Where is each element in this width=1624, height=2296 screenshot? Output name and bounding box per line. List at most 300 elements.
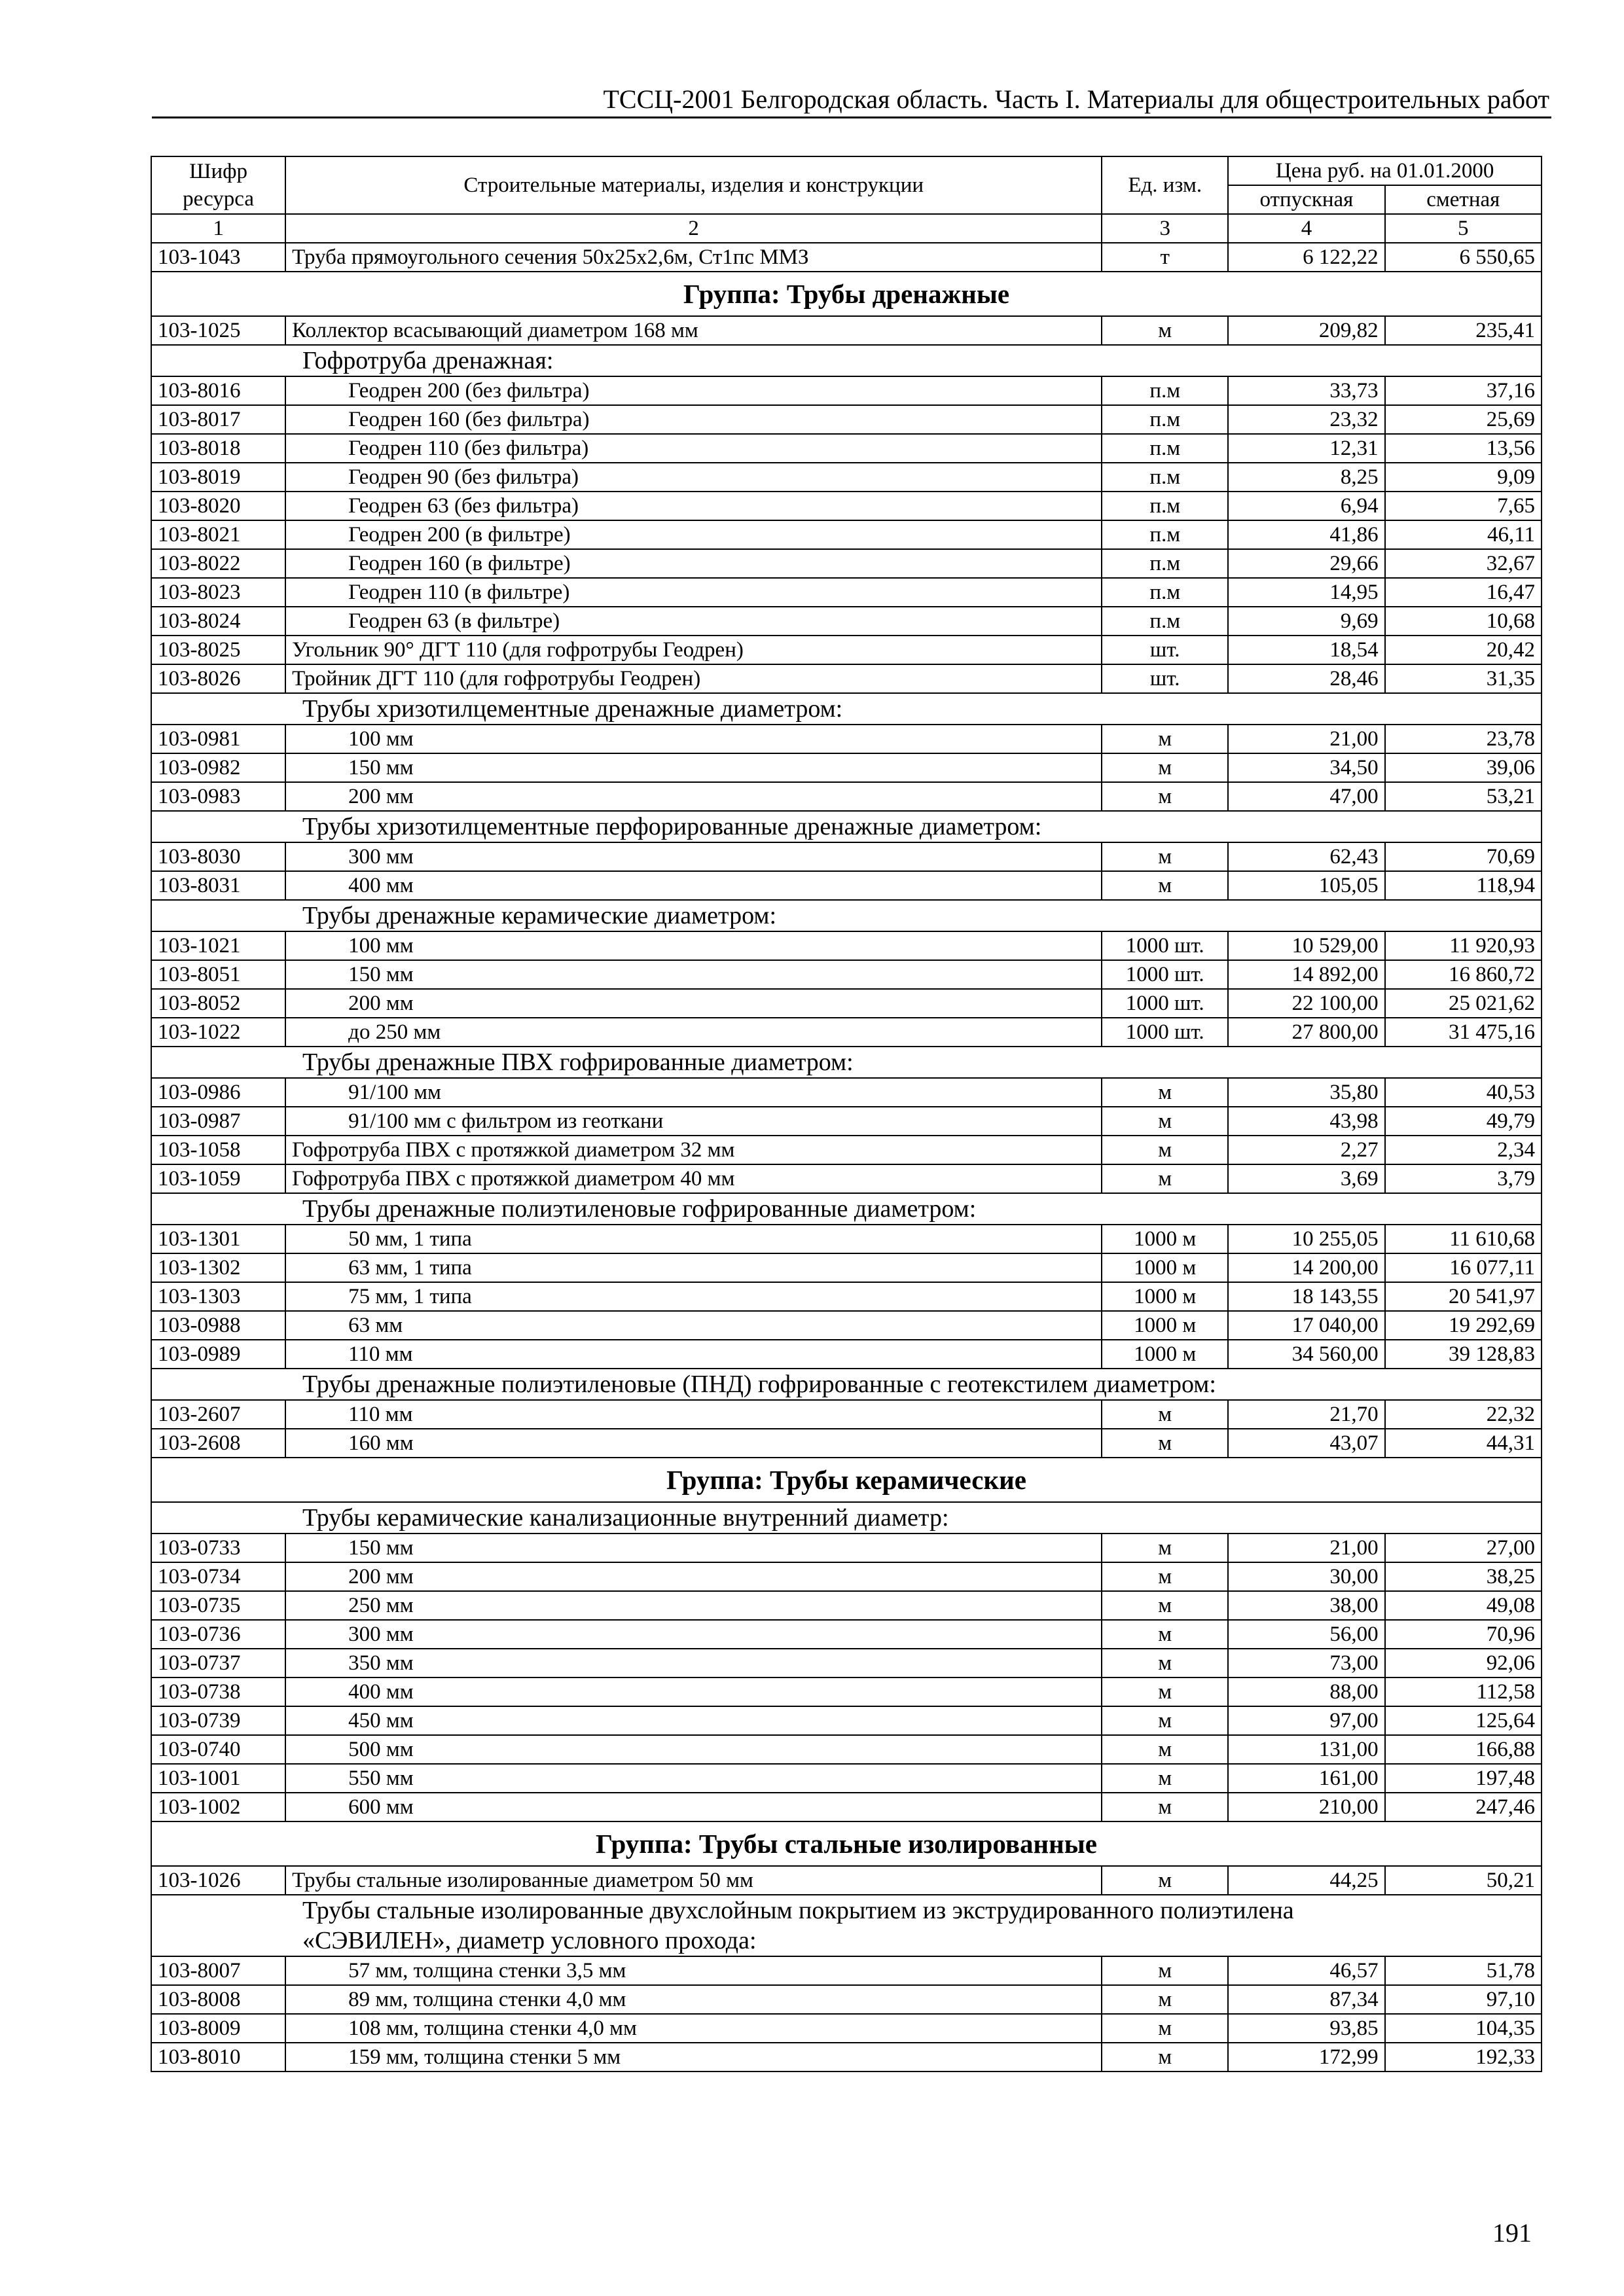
subgroup-heading: Трубы хризотилцементные дренажные диаметром: xyxy=(151,693,1542,725)
subgroup-heading: Трубы дренажные ПВХ гофрированные диаметром: xyxy=(151,1047,1542,1078)
material-name: 110 мм xyxy=(285,1400,1102,1429)
release-price: 62,43 xyxy=(1228,842,1384,871)
table-row xyxy=(151,1311,1542,1340)
resource-code: 103-0736 xyxy=(151,1620,285,1649)
material-name: 200 мм xyxy=(285,1562,1102,1591)
release-price: 21,00 xyxy=(1228,725,1384,753)
unit-cell: 1000 шт. xyxy=(1102,960,1228,989)
release-price: 10 255,05 xyxy=(1228,1225,1384,1253)
header-release-price: отпускная xyxy=(1228,185,1384,214)
material-name: Геодрен 200 (в фильтре) xyxy=(285,520,1102,549)
header-estimate-price: сметная xyxy=(1385,185,1542,214)
header-unit: Ед. изм. xyxy=(1102,156,1228,214)
subgroup-heading: Трубы дренажные керамические диаметром: xyxy=(151,900,1542,931)
release-price: 88,00 xyxy=(1228,1677,1384,1706)
material-name: Угольник 90° ДГТ 110 (для гофротрубы Геодрен) xyxy=(285,636,1102,664)
material-name: Геодрен 110 (без фильтра) xyxy=(285,434,1102,463)
group-heading: Группа: Трубы стальные изолированные xyxy=(151,1821,1542,1866)
estimate-price: 9,09 xyxy=(1385,463,1542,492)
table-row xyxy=(151,1562,1542,1591)
material-name: Труба прямоугольного сечения 50х25х2,6м, Ст1пс ММЗ xyxy=(285,243,1102,272)
material-name: Геодрен 200 (без фильтра) xyxy=(285,376,1102,405)
table-row xyxy=(151,607,1542,636)
estimate-price: 2,34 xyxy=(1385,1136,1542,1164)
group-heading-row xyxy=(151,272,1542,316)
table-row xyxy=(151,1764,1542,1793)
resource-code: 103-1059 xyxy=(151,1164,285,1193)
resource-code: 103-0987 xyxy=(151,1107,285,1136)
estimate-price: 51,78 xyxy=(1385,1956,1542,1985)
material-name: 110 мм xyxy=(285,1340,1102,1369)
release-price: 38,00 xyxy=(1228,1591,1384,1620)
resource-code: 103-1022 xyxy=(151,1018,285,1047)
price-table xyxy=(151,156,1542,2072)
estimate-price: 16 077,11 xyxy=(1385,1253,1542,1282)
material-name: 159 мм, толщина стенки 5 мм xyxy=(285,2043,1102,2072)
unit-cell: м xyxy=(1102,725,1228,753)
unit-cell: п.м xyxy=(1102,549,1228,578)
release-price: 34 560,00 xyxy=(1228,1340,1384,1369)
table-row xyxy=(151,782,1542,811)
resource-code: 103-8031 xyxy=(151,871,285,900)
column-number-row xyxy=(151,214,1542,243)
subgroup-heading xyxy=(151,1895,1542,1956)
material-name: 50 мм, 1 типа xyxy=(285,1225,1102,1253)
release-price: 93,85 xyxy=(1228,2014,1384,2043)
resource-code: 103-0988 xyxy=(151,1311,285,1340)
material-name: 150 мм xyxy=(285,960,1102,989)
unit-cell: м xyxy=(1102,2014,1228,2043)
subgroup-row xyxy=(151,345,1542,376)
release-price: 3,69 xyxy=(1228,1164,1384,1193)
resource-code: 103-8021 xyxy=(151,520,285,549)
table-row xyxy=(151,1225,1542,1253)
table-row xyxy=(151,1340,1542,1369)
estimate-price: 25 021,62 xyxy=(1385,989,1542,1018)
unit-cell: м xyxy=(1102,1677,1228,1706)
table-row xyxy=(151,1107,1542,1136)
material-name: 300 мм xyxy=(285,842,1102,871)
table-row xyxy=(151,989,1542,1018)
resource-code: 103-8010 xyxy=(151,2043,285,2072)
estimate-price: 31 475,16 xyxy=(1385,1018,1542,1047)
unit-cell: м xyxy=(1102,753,1228,782)
material-name: 108 мм, толщина стенки 4,0 мм xyxy=(285,2014,1102,2043)
subgroup-row xyxy=(151,900,1542,931)
unit-cell: м xyxy=(1102,1985,1228,2014)
subgroup-heading: Трубы дренажные полиэтиленовые гофрированные диаметром: xyxy=(151,1193,1542,1225)
release-price: 22 100,00 xyxy=(1228,989,1384,1018)
column-number: 3 xyxy=(1102,214,1228,243)
resource-code: 103-8016 xyxy=(151,376,285,405)
subgroup-row xyxy=(151,693,1542,725)
table-row xyxy=(151,2014,1542,2043)
estimate-price: 40,53 xyxy=(1385,1078,1542,1107)
table-row xyxy=(151,1866,1542,1895)
table-row xyxy=(151,1534,1542,1562)
material-name: Трубы стальные изолированные диаметром 50 мм xyxy=(285,1866,1102,1895)
estimate-price: 192,33 xyxy=(1385,2043,1542,2072)
resource-code: 103-0981 xyxy=(151,725,285,753)
material-name: Гофротруба ПВХ с протяжкой диаметром 32 мм xyxy=(285,1136,1102,1164)
unit-cell: м xyxy=(1102,1764,1228,1793)
estimate-price: 19 292,69 xyxy=(1385,1311,1542,1340)
header-rule xyxy=(152,117,1551,118)
resource-code: 103-2608 xyxy=(151,1429,285,1458)
material-name: 500 мм xyxy=(285,1735,1102,1764)
release-price: 44,25 xyxy=(1228,1866,1384,1895)
estimate-price: 20,42 xyxy=(1385,636,1542,664)
estimate-price: 104,35 xyxy=(1385,2014,1542,2043)
resource-code: 103-0734 xyxy=(151,1562,285,1591)
unit-cell: м xyxy=(1102,1649,1228,1677)
estimate-price: 70,69 xyxy=(1385,842,1542,871)
resource-code: 103-1302 xyxy=(151,1253,285,1282)
table-row xyxy=(151,243,1542,272)
estimate-price: 97,10 xyxy=(1385,1985,1542,2014)
estimate-price: 247,46 xyxy=(1385,1793,1542,1821)
resource-code: 103-1026 xyxy=(151,1866,285,1895)
resource-code: 103-1301 xyxy=(151,1225,285,1253)
release-price: 30,00 xyxy=(1228,1562,1384,1591)
release-price: 43,07 xyxy=(1228,1429,1384,1458)
estimate-price: 38,25 xyxy=(1385,1562,1542,1591)
estimate-price: 10,68 xyxy=(1385,607,1542,636)
resource-code: 103-8025 xyxy=(151,636,285,664)
release-price: 6,94 xyxy=(1228,492,1384,520)
material-name: 200 мм xyxy=(285,782,1102,811)
table-row xyxy=(151,725,1542,753)
estimate-price: 25,69 xyxy=(1385,405,1542,434)
release-price: 21,70 xyxy=(1228,1400,1384,1429)
resource-code: 103-8022 xyxy=(151,549,285,578)
subgroup-row xyxy=(151,1369,1542,1400)
unit-cell: м xyxy=(1102,1620,1228,1649)
table-row xyxy=(151,463,1542,492)
unit-cell: м xyxy=(1102,1956,1228,1985)
subgroup-heading-line: Трубы стальные изолированные двухслойным покрытием из экструдированного полиэтилена xyxy=(302,1897,1294,1924)
table-row xyxy=(151,636,1542,664)
material-name: 600 мм xyxy=(285,1793,1102,1821)
release-price: 97,00 xyxy=(1228,1706,1384,1735)
release-price: 73,00 xyxy=(1228,1649,1384,1677)
table-header-row xyxy=(151,156,1542,185)
release-price: 17 040,00 xyxy=(1228,1311,1384,1340)
table-row xyxy=(151,549,1542,578)
table-body xyxy=(151,243,1542,2072)
unit-cell: м xyxy=(1102,1866,1228,1895)
unit-cell: м xyxy=(1102,1136,1228,1164)
table-row xyxy=(151,2043,1542,2072)
unit-cell: м xyxy=(1102,1562,1228,1591)
material-name: Геодрен 63 (в фильтре) xyxy=(285,607,1102,636)
unit-cell: м xyxy=(1102,1534,1228,1562)
unit-cell: 1000 м xyxy=(1102,1282,1228,1311)
table-row xyxy=(151,1136,1542,1164)
page-number: 191 xyxy=(1492,2218,1532,2248)
release-price: 33,73 xyxy=(1228,376,1384,405)
unit-cell: 1000 м xyxy=(1102,1253,1228,1282)
subgroup-row xyxy=(151,1193,1542,1225)
table-row xyxy=(151,520,1542,549)
estimate-price: 6 550,65 xyxy=(1385,243,1542,272)
resource-code: 103-8020 xyxy=(151,492,285,520)
resource-code: 103-0982 xyxy=(151,753,285,782)
release-price: 161,00 xyxy=(1228,1764,1384,1793)
estimate-price: 7,65 xyxy=(1385,492,1542,520)
material-name: Тройник ДГТ 110 (для гофротрубы Геодрен) xyxy=(285,664,1102,693)
unit-cell: 1000 м xyxy=(1102,1340,1228,1369)
table-row xyxy=(151,1956,1542,1985)
material-name: 450 мм xyxy=(285,1706,1102,1735)
resource-code: 103-0738 xyxy=(151,1677,285,1706)
estimate-price: 44,31 xyxy=(1385,1429,1542,1458)
unit-cell: п.м xyxy=(1102,520,1228,549)
release-price: 87,34 xyxy=(1228,1985,1384,2014)
table-row xyxy=(151,960,1542,989)
unit-cell: 1000 шт. xyxy=(1102,989,1228,1018)
release-price: 12,31 xyxy=(1228,434,1384,463)
resource-code: 103-1025 xyxy=(151,316,285,345)
estimate-price: 16,47 xyxy=(1385,578,1542,607)
estimate-price: 3,79 xyxy=(1385,1164,1542,1193)
unit-cell: м xyxy=(1102,316,1228,345)
release-price: 29,66 xyxy=(1228,549,1384,578)
release-price: 34,50 xyxy=(1228,753,1384,782)
unit-cell: м xyxy=(1102,2043,1228,2072)
release-price: 56,00 xyxy=(1228,1620,1384,1649)
material-name: 250 мм xyxy=(285,1591,1102,1620)
estimate-price: 112,58 xyxy=(1385,1677,1542,1706)
unit-cell: м xyxy=(1102,1429,1228,1458)
estimate-price: 166,88 xyxy=(1385,1735,1542,1764)
release-price: 18 143,55 xyxy=(1228,1282,1384,1311)
material-name: 400 мм xyxy=(285,871,1102,900)
release-price: 41,86 xyxy=(1228,520,1384,549)
group-heading: Группа: Трубы дренажные xyxy=(151,272,1542,316)
resource-code: 103-8051 xyxy=(151,960,285,989)
resource-code: 103-8018 xyxy=(151,434,285,463)
resource-code: 103-1058 xyxy=(151,1136,285,1164)
unit-cell: п.м xyxy=(1102,376,1228,405)
release-price: 14 892,00 xyxy=(1228,960,1384,989)
table-row xyxy=(151,842,1542,871)
table-row xyxy=(151,753,1542,782)
material-name: Геодрен 110 (в фильтре) xyxy=(285,578,1102,607)
header-code: Шифр ресурса xyxy=(151,156,285,214)
material-name: Геодрен 160 (в фильтре) xyxy=(285,549,1102,578)
release-price: 43,98 xyxy=(1228,1107,1384,1136)
material-name: Геодрен 90 (без фильтра) xyxy=(285,463,1102,492)
unit-cell: м xyxy=(1102,1400,1228,1429)
estimate-price: 92,06 xyxy=(1385,1649,1542,1677)
material-name: 550 мм xyxy=(285,1764,1102,1793)
unit-cell: 1000 м xyxy=(1102,1225,1228,1253)
resource-code: 103-0733 xyxy=(151,1534,285,1562)
estimate-price: 197,48 xyxy=(1385,1764,1542,1793)
release-price: 10 529,00 xyxy=(1228,931,1384,960)
table-row xyxy=(151,1282,1542,1311)
material-name: 100 мм xyxy=(285,725,1102,753)
resource-code: 103-8007 xyxy=(151,1956,285,1985)
release-price: 46,57 xyxy=(1228,1956,1384,1985)
column-number: 2 xyxy=(285,214,1102,243)
material-name: Геодрен 160 (без фильтра) xyxy=(285,405,1102,434)
resource-code: 103-8026 xyxy=(151,664,285,693)
estimate-price: 11 610,68 xyxy=(1385,1225,1542,1253)
estimate-price: 49,08 xyxy=(1385,1591,1542,1620)
material-name: 57 мм, толщина стенки 3,5 мм xyxy=(285,1956,1102,1985)
unit-cell: м xyxy=(1102,1107,1228,1136)
unit-cell: м xyxy=(1102,1706,1228,1735)
unit-cell: 1000 м xyxy=(1102,1311,1228,1340)
estimate-price: 23,78 xyxy=(1385,725,1542,753)
unit-cell: м xyxy=(1102,1591,1228,1620)
release-price: 210,00 xyxy=(1228,1793,1384,1821)
unit-cell: п.м xyxy=(1102,492,1228,520)
resource-code: 103-1303 xyxy=(151,1282,285,1311)
resource-code: 103-0989 xyxy=(151,1340,285,1369)
table-row xyxy=(151,1649,1542,1677)
release-price: 14,95 xyxy=(1228,578,1384,607)
estimate-price: 50,21 xyxy=(1385,1866,1542,1895)
table-row xyxy=(151,492,1542,520)
release-price: 18,54 xyxy=(1228,636,1384,664)
table-row xyxy=(151,1429,1542,1458)
estimate-price: 39 128,83 xyxy=(1385,1340,1542,1369)
release-price: 8,25 xyxy=(1228,463,1384,492)
estimate-price: 31,35 xyxy=(1385,664,1542,693)
resource-code: 103-8023 xyxy=(151,578,285,607)
table-row xyxy=(151,578,1542,607)
table-row xyxy=(151,1985,1542,2014)
material-name: 75 мм, 1 типа xyxy=(285,1282,1102,1311)
resource-code: 103-2607 xyxy=(151,1400,285,1429)
material-name: 160 мм xyxy=(285,1429,1102,1458)
material-name: 63 мм, 1 типа xyxy=(285,1253,1102,1282)
resource-code: 103-0740 xyxy=(151,1735,285,1764)
resource-code: 103-0986 xyxy=(151,1078,285,1107)
group-heading-row xyxy=(151,1821,1542,1866)
table-row xyxy=(151,1620,1542,1649)
subgroup-heading: Трубы хризотилцементные перфорированные дренажные диаметром: xyxy=(151,811,1542,842)
material-name: до 250 мм xyxy=(285,1018,1102,1047)
release-price: 35,80 xyxy=(1228,1078,1384,1107)
unit-cell: м xyxy=(1102,1735,1228,1764)
table-row xyxy=(151,1253,1542,1282)
estimate-price: 13,56 xyxy=(1385,434,1542,463)
resource-code: 103-8009 xyxy=(151,2014,285,2043)
resource-code: 103-8052 xyxy=(151,989,285,1018)
column-number: 1 xyxy=(151,214,285,243)
material-name: 350 мм xyxy=(285,1649,1102,1677)
subgroup-row xyxy=(151,1895,1542,1956)
resource-code: 103-8017 xyxy=(151,405,285,434)
subgroup-heading-line: «СЭВИЛЕН», диаметр условного прохода: xyxy=(302,1927,757,1954)
subgroup-heading: Трубы дренажные полиэтиленовые (ПНД) гофрированные с геотекстилем диаметром: xyxy=(151,1369,1542,1400)
resource-code: 103-1043 xyxy=(151,243,285,272)
material-name: 200 мм xyxy=(285,989,1102,1018)
table-row xyxy=(151,664,1542,693)
table-row xyxy=(151,1164,1542,1193)
unit-cell: м xyxy=(1102,871,1228,900)
release-price: 2,27 xyxy=(1228,1136,1384,1164)
unit-cell: м xyxy=(1102,1793,1228,1821)
material-name: Коллектор всасывающий диаметром 168 мм xyxy=(285,316,1102,345)
table-row xyxy=(151,434,1542,463)
resource-code: 103-8008 xyxy=(151,1985,285,2014)
release-price: 209,82 xyxy=(1228,316,1384,345)
table-row xyxy=(151,1591,1542,1620)
resource-code: 103-1002 xyxy=(151,1793,285,1821)
resource-code: 103-8030 xyxy=(151,842,285,871)
unit-cell: 1000 шт. xyxy=(1102,931,1228,960)
group-heading: Группа: Трубы керамические xyxy=(151,1458,1542,1502)
unit-cell: п.м xyxy=(1102,434,1228,463)
unit-cell: шт. xyxy=(1102,636,1228,664)
table-row xyxy=(151,931,1542,960)
table-row xyxy=(151,1078,1542,1107)
resource-code: 103-8024 xyxy=(151,607,285,636)
release-price: 105,05 xyxy=(1228,871,1384,900)
header-price: Цена руб. на 01.01.2000 xyxy=(1228,156,1542,185)
material-name: 91/100 мм xyxy=(285,1078,1102,1107)
unit-cell: п.м xyxy=(1102,578,1228,607)
estimate-price: 11 920,93 xyxy=(1385,931,1542,960)
resource-code: 103-1001 xyxy=(151,1764,285,1793)
resource-code: 103-1021 xyxy=(151,931,285,960)
material-name: 91/100 мм с фильтром из геоткани xyxy=(285,1107,1102,1136)
resource-code: 103-0739 xyxy=(151,1706,285,1735)
table-row xyxy=(151,1400,1542,1429)
estimate-price: 16 860,72 xyxy=(1385,960,1542,989)
unit-cell: т xyxy=(1102,243,1228,272)
table-row xyxy=(151,1735,1542,1764)
unit-cell: п.м xyxy=(1102,463,1228,492)
subgroup-heading: Трубы керамические канализационные внутренний диаметр: xyxy=(151,1502,1542,1534)
unit-cell: м xyxy=(1102,842,1228,871)
subgroup-row xyxy=(151,1502,1542,1534)
resource-code: 103-0983 xyxy=(151,782,285,811)
subgroup-row xyxy=(151,811,1542,842)
material-name: 300 мм xyxy=(285,1620,1102,1649)
subgroup-row xyxy=(151,1047,1542,1078)
table-row xyxy=(151,316,1542,345)
estimate-price: 118,94 xyxy=(1385,871,1542,900)
unit-cell: п.м xyxy=(1102,607,1228,636)
estimate-price: 53,21 xyxy=(1385,782,1542,811)
estimate-price: 235,41 xyxy=(1385,316,1542,345)
release-price: 9,69 xyxy=(1228,607,1384,636)
table-row xyxy=(151,1793,1542,1821)
release-price: 21,00 xyxy=(1228,1534,1384,1562)
estimate-price: 37,16 xyxy=(1385,376,1542,405)
unit-cell: п.м xyxy=(1102,405,1228,434)
subgroup-heading: Гофротруба дренажная: xyxy=(151,345,1542,376)
release-price: 14 200,00 xyxy=(1228,1253,1384,1282)
material-name: 63 мм xyxy=(285,1311,1102,1340)
estimate-price: 70,96 xyxy=(1385,1620,1542,1649)
material-name: Гофротруба ПВХ с протяжкой диаметром 40 мм xyxy=(285,1164,1102,1193)
resource-code: 103-0735 xyxy=(151,1591,285,1620)
header-name: Строительные материалы, изделия и конструкции xyxy=(285,156,1102,214)
column-number: 5 xyxy=(1385,214,1542,243)
unit-cell: м xyxy=(1102,1164,1228,1193)
page-header-title: ТССЦ-2001 Белгородская область. Часть I. Материалы для общестроительных работ xyxy=(603,84,1549,114)
table-row xyxy=(151,1018,1542,1047)
release-price: 28,46 xyxy=(1228,664,1384,693)
estimate-price: 20 541,97 xyxy=(1385,1282,1542,1311)
